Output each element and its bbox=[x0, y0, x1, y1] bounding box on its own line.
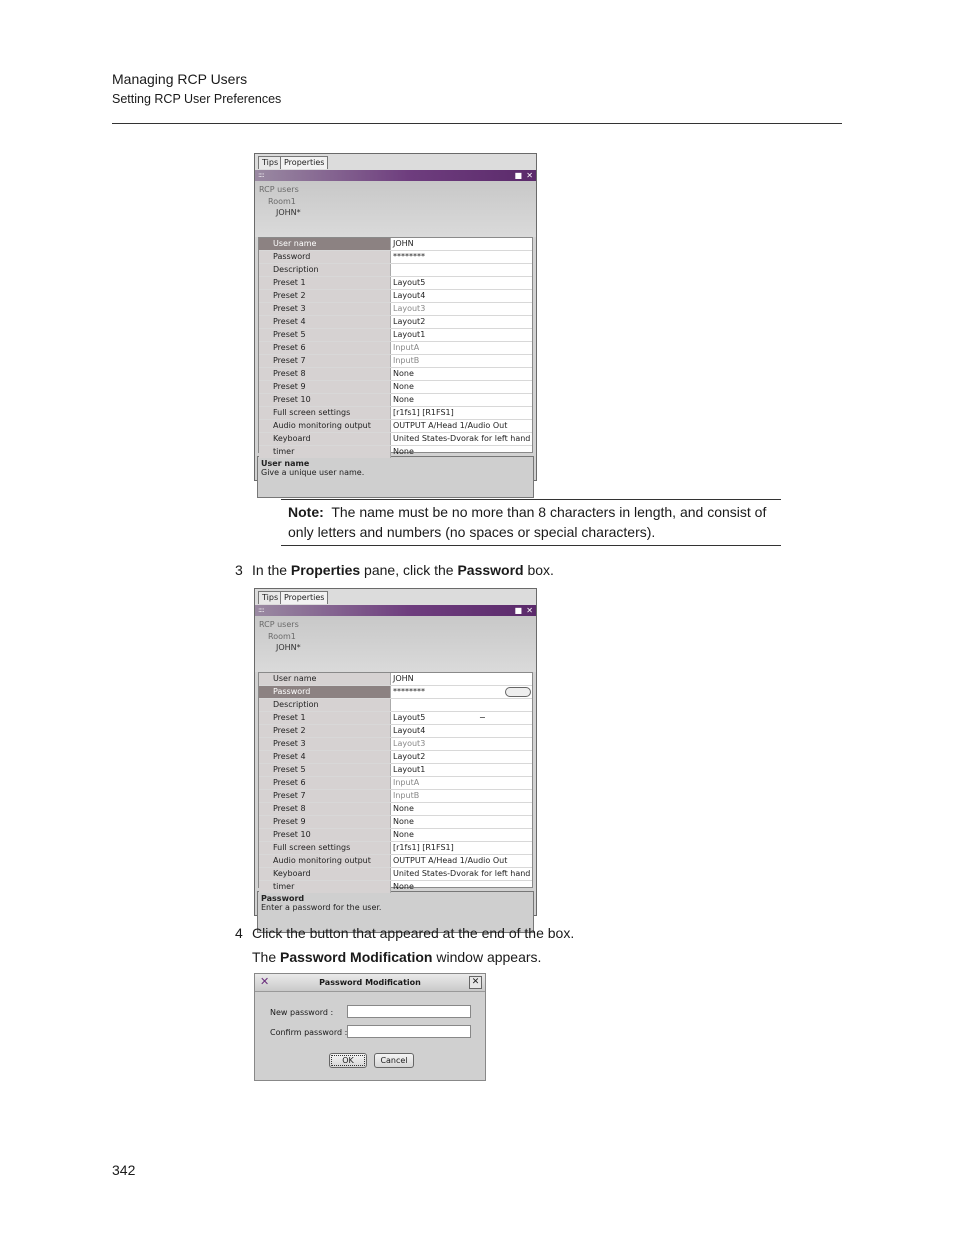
panel-tabs bbox=[255, 589, 536, 605]
new-password-input[interactable] bbox=[347, 1005, 471, 1018]
header-rule bbox=[112, 123, 842, 124]
property-row[interactable]: Preset 9 None bbox=[259, 381, 532, 394]
property-row[interactable]: Preset 7 InputB bbox=[259, 355, 532, 368]
property-row[interactable]: Preset 2 Layout4 bbox=[259, 725, 532, 738]
note-label: Note: bbox=[288, 504, 324, 520]
panel-titlebar bbox=[255, 605, 536, 616]
property-row[interactable]: Preset 8 None bbox=[259, 368, 532, 381]
tree-node-room[interactable]: Room1 bbox=[268, 197, 296, 206]
property-row[interactable]: Preset 1 Layout5 − bbox=[259, 712, 532, 725]
property-row[interactable]: Preset 10 None bbox=[259, 394, 532, 407]
cursor-mark-icon: − bbox=[479, 713, 486, 722]
help-title: User name bbox=[261, 459, 310, 468]
properties-panel-username bbox=[254, 153, 537, 481]
new-password-label: New password : bbox=[270, 1008, 334, 1017]
tab-tips[interactable]: Tips bbox=[258, 591, 282, 604]
tree-view bbox=[255, 616, 536, 672]
note-text: The name must be no more than 8 characters in length, and consist of only letters and numbers (no spaces or special characters). bbox=[288, 504, 767, 540]
property-row[interactable]: Preset 7 InputB bbox=[259, 790, 532, 803]
property-row[interactable]: Full screen settings [r1fs1] [R1FS1] bbox=[259, 407, 532, 420]
note-rule-bottom bbox=[281, 545, 781, 546]
property-row[interactable]: Preset 4 Layout2 bbox=[259, 316, 532, 329]
help-text: Give a unique user name. bbox=[261, 468, 365, 477]
note bbox=[288, 503, 780, 542]
property-row[interactable]: Keyboard United States-Dvorak for left hand bbox=[259, 868, 532, 881]
property-row[interactable]: Preset 3 Layout3 bbox=[259, 303, 532, 316]
property-row[interactable]: timer None bbox=[259, 881, 532, 894]
note-rule-top bbox=[281, 499, 781, 500]
property-row[interactable]: Preset 5 Layout1 bbox=[259, 764, 532, 777]
tree-node-user[interactable]: JOHN* bbox=[276, 208, 301, 217]
confirm-password-label: Confirm password : bbox=[270, 1028, 348, 1037]
grip-icon[interactable]: :::: bbox=[258, 171, 264, 179]
running-header-section: Setting RCP User Preferences bbox=[112, 92, 282, 106]
property-row[interactable]: Full screen settings [r1fs1] [R1FS1] bbox=[259, 842, 532, 855]
property-grid bbox=[258, 672, 533, 891]
tab-tips[interactable]: Tips bbox=[258, 156, 282, 169]
property-row[interactable]: User name JOHN bbox=[259, 238, 532, 251]
property-grid bbox=[258, 237, 533, 456]
tree-node-user[interactable]: JOHN* bbox=[276, 643, 301, 652]
tab-properties[interactable]: Properties bbox=[280, 591, 328, 604]
property-row[interactable]: Description bbox=[259, 699, 532, 712]
property-row[interactable]: Keyboard United States-Dvorak for left hand bbox=[259, 433, 532, 446]
tab-properties[interactable]: Properties bbox=[280, 156, 328, 169]
property-row[interactable]: Preset 8 None bbox=[259, 803, 532, 816]
property-row[interactable]: Preset 9 None bbox=[259, 816, 532, 829]
property-row[interactable]: timer None bbox=[259, 446, 532, 459]
ellipsis-button[interactable] bbox=[505, 687, 531, 697]
close-icon[interactable]: ✕ bbox=[469, 976, 482, 989]
tree-node-room[interactable]: Room1 bbox=[268, 632, 296, 641]
confirm-password-input[interactable] bbox=[347, 1025, 471, 1038]
tree-node-rcp-users[interactable]: RCP users bbox=[259, 620, 299, 629]
help-pane bbox=[257, 456, 534, 498]
step-4-number: 4 bbox=[235, 925, 243, 941]
property-row[interactable]: Preset 4 Layout2 bbox=[259, 751, 532, 764]
grip-icon[interactable]: :::: bbox=[258, 606, 264, 614]
property-row[interactable]: Preset 2 Layout4 bbox=[259, 290, 532, 303]
property-row[interactable]: User name JOHN bbox=[259, 673, 532, 686]
property-row[interactable]: Password ******** bbox=[259, 251, 532, 264]
property-row[interactable]: Description bbox=[259, 264, 532, 277]
close-icon[interactable]: ✕ bbox=[526, 171, 533, 180]
panel-tabs bbox=[255, 154, 536, 170]
maximize-icon[interactable]: ■ bbox=[514, 606, 522, 615]
property-row[interactable]: Preset 6 InputA bbox=[259, 342, 532, 355]
property-row[interactable]: Preset 6 InputA bbox=[259, 777, 532, 790]
panel-titlebar bbox=[255, 170, 536, 181]
property-row[interactable]: Preset 5 Layout1 bbox=[259, 329, 532, 342]
step-3-text: In the Properties pane, click the Password box. bbox=[252, 562, 554, 578]
help-text: Enter a password for the user. bbox=[261, 903, 382, 912]
help-title: Password bbox=[261, 894, 305, 903]
step-4-result: The Password Modification window appears. bbox=[252, 949, 542, 965]
dialog-title: Password Modification bbox=[319, 978, 421, 987]
property-row[interactable]: Preset 10 None bbox=[259, 829, 532, 842]
property-row[interactable]: Audio monitoring output OUTPUT A/Head 1/Audio Out bbox=[259, 420, 532, 433]
property-row[interactable]: Audio monitoring output OUTPUT A/Head 1/Audio Out bbox=[259, 855, 532, 868]
password-modification-dialog bbox=[254, 973, 486, 1081]
step-3-number: 3 bbox=[235, 562, 243, 578]
running-header-chapter: Managing RCP Users bbox=[112, 71, 248, 87]
maximize-icon[interactable]: ■ bbox=[514, 171, 522, 180]
properties-panel-password bbox=[254, 588, 537, 916]
step-4-text: Click the button that appeared at the end of the box. bbox=[252, 925, 575, 941]
dialog-titlebar bbox=[255, 974, 485, 992]
page-number: 342 bbox=[112, 1162, 136, 1178]
close-icon[interactable]: ✕ bbox=[526, 606, 533, 615]
property-row[interactable]: Preset 3 Layout3 bbox=[259, 738, 532, 751]
property-row[interactable]: Preset 1 Layout5 bbox=[259, 277, 532, 290]
app-logo-icon: ✕ bbox=[260, 975, 270, 988]
ok-button[interactable]: OK bbox=[329, 1053, 367, 1068]
cancel-button[interactable]: Cancel bbox=[374, 1053, 414, 1068]
property-row[interactable]: Password ******** bbox=[259, 686, 532, 699]
tree-node-rcp-users[interactable]: RCP users bbox=[259, 185, 299, 194]
tree-view bbox=[255, 181, 536, 237]
